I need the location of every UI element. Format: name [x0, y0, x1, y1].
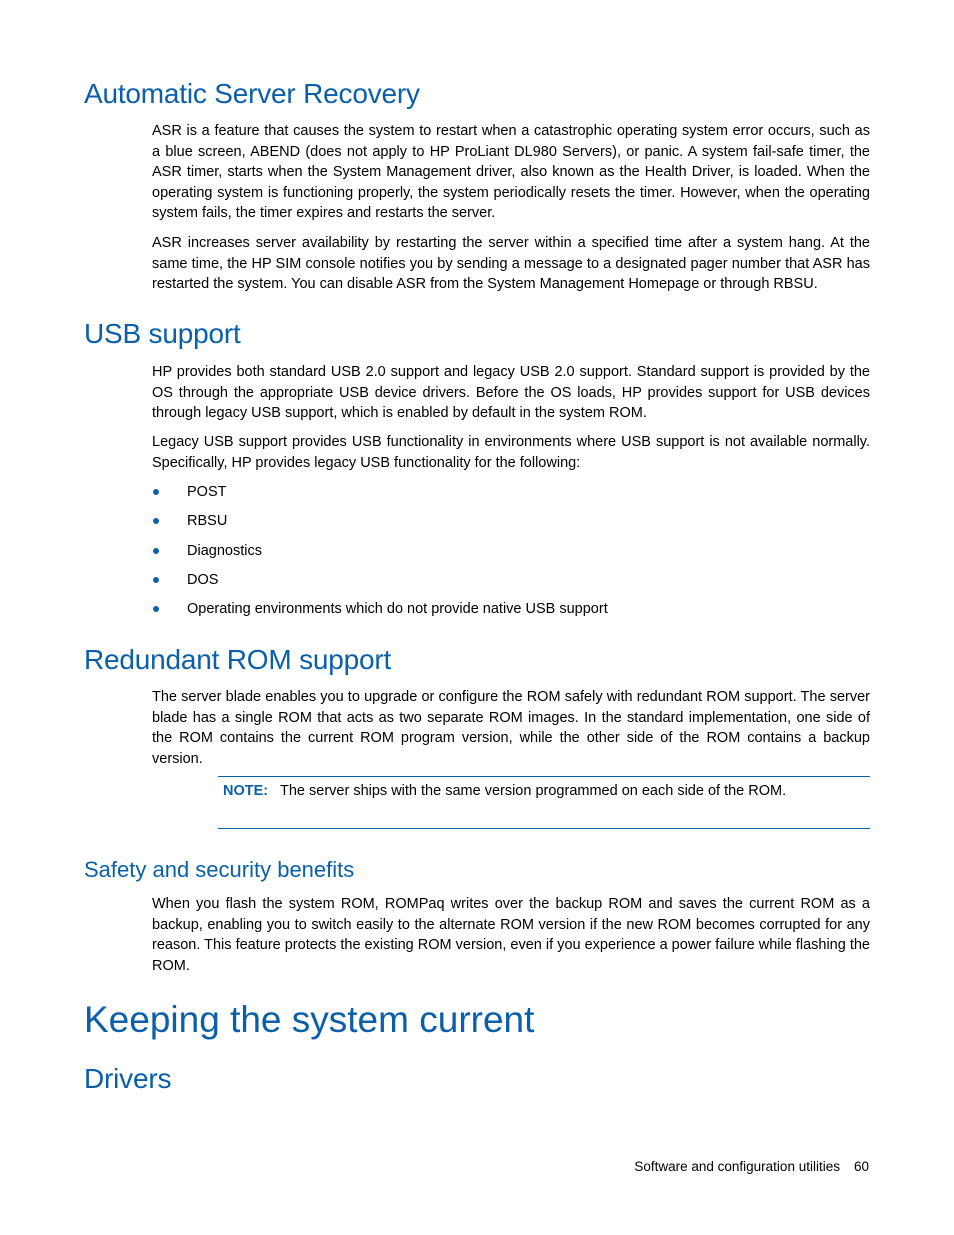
note-box [218, 776, 870, 829]
rom-paragraph-1: The server blade enables you to upgrade or configure the ROM safely with redundant ROM support. The server blade has a single ROM that acts as two separate ROM images. In the standard implementation, one side of the ROM contains the current ROM program version, while the other side of the ROM contains a backup version. [152, 689, 870, 767]
list-item: Operating environments which do not provide native USB support [152, 598, 852, 627]
asr-paragraph-1: ASR is a feature that causes the system to restart when a catastrophic operating system error occurs, such as a blue screen, ABEND (does not apply to HP ProLiant DL980 Servers), or panic. A system fail-safe timer, the ASR timer, starts when the System Management driver, also known as the Health Driver, is loaded. When the operating system is functioning properly, the system periodically resets the timer. However, when the operating system fails, the timer expires and restarts the server. [152, 123, 870, 221]
heading-keeping-the-system-current: Keeping the system current [84, 999, 535, 1040]
bullet-icon [153, 548, 159, 554]
footer-label: Software and configuration utilities [634, 1159, 840, 1174]
page-footer [634, 1158, 869, 1176]
bullet-icon [153, 518, 159, 524]
list-item: Diagnostics [152, 540, 852, 569]
heading-redundant-rom-support: Redundant ROM support [84, 644, 392, 675]
heading-automatic-server-recovery: Automatic Server Recovery [84, 78, 420, 109]
note-text: The server ships with the same version programmed on each side of the ROM. [280, 783, 787, 799]
note-label: NOTE: [223, 783, 269, 799]
asr-paragraph-2: ASR increases server availability by restarting the server within a specified time after a system hang. At the same time, the HP SIM console notifies you by sending a message to a designated pager number that ASR has restarted the system. You can disable ASR from the System Management Homepage or through RBSU. [152, 235, 870, 292]
heading-drivers: Drivers [84, 1063, 172, 1094]
list-item: POST [152, 481, 852, 510]
list-item: RBSU [152, 510, 852, 539]
heading-safety-and-security-benefits: Safety and security benefits [84, 857, 355, 882]
list-item: DOS [152, 569, 852, 598]
usb-bullet-list [152, 481, 852, 627]
safety-paragraph-1: When you flash the system ROM, ROMPaq writes over the backup ROM and saves the current ROM as a backup, enabling you to switch easily to the alternate ROM version if the new ROM becomes corrupted for any reason. This feature protects the existing ROM version, even if you experience a power failure while flashing the ROM. [152, 896, 870, 974]
bullet-icon [153, 489, 159, 495]
usb-paragraph-1: HP provides both standard USB 2.0 support and legacy USB 2.0 support. Standard support is provided by the OS through the appropriate USB device drivers. Before the OS loads, HP provides support for USB devices through legacy USB support, which is enabled by default in the system ROM. [152, 364, 870, 421]
bullet-icon [153, 606, 159, 612]
usb-paragraph-2: Legacy USB support provides USB functionality in environments where USB support is not available normally. Specifically, HP provides legacy USB functionality for the following: [152, 434, 870, 471]
bullet-icon [153, 577, 159, 583]
heading-usb-support: USB support [84, 318, 241, 349]
page-number: 60 [853, 1159, 869, 1174]
